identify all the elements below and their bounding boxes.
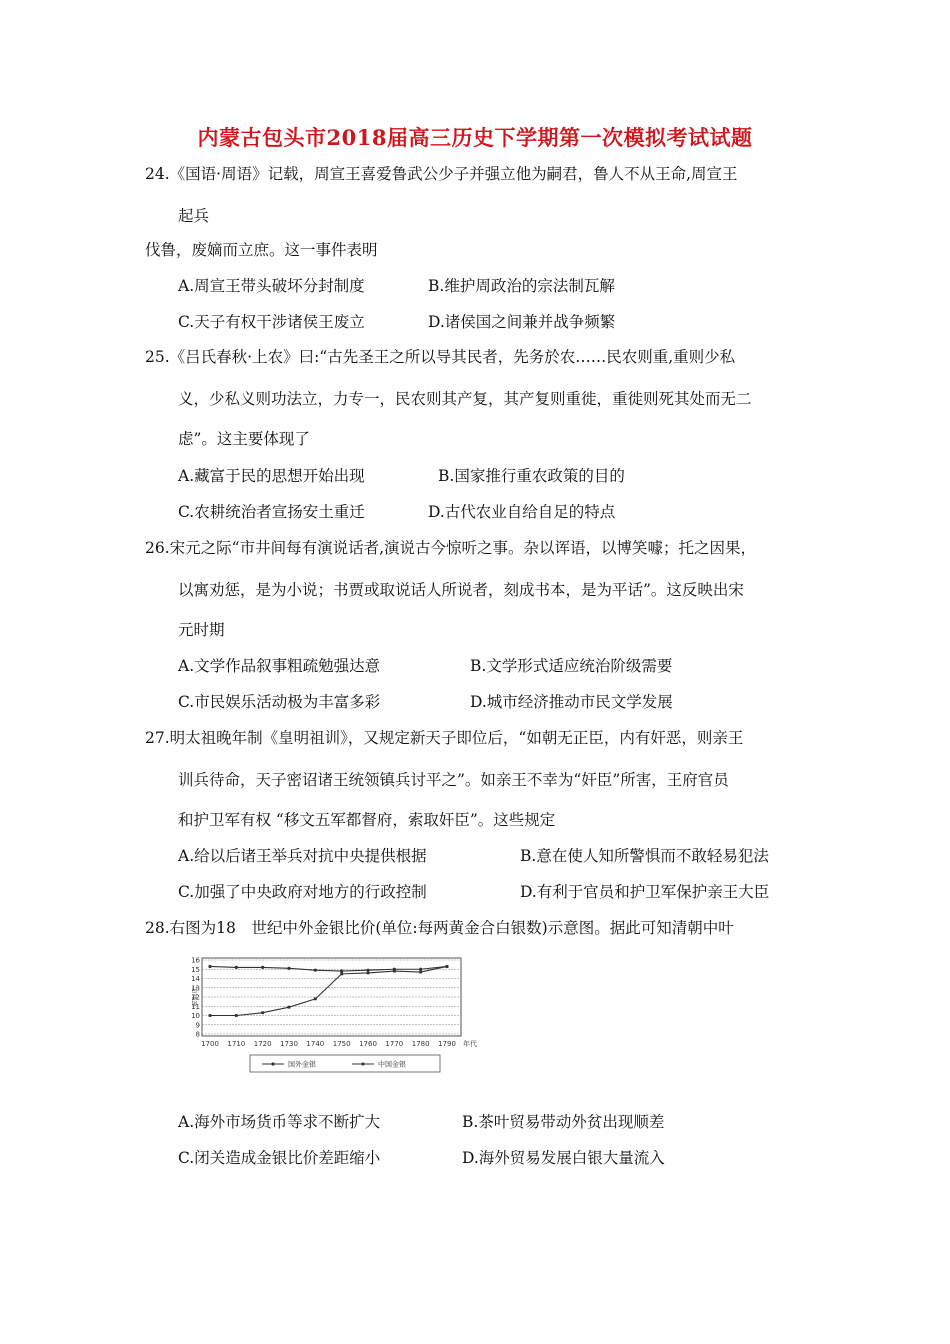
q25-stem-line-1: 25.《吕氏春秋·上农》曰:“古先圣王之所以导其民者，先务於农……民农则重,重则少私 <box>145 348 736 366</box>
gold-silver-ratio-chart <box>192 952 482 1084</box>
q27-option-a[interactable]: A.给以后诸王举兵对抗中央提供根据 <box>178 847 427 865</box>
legend-label: 国外金银 <box>288 1060 316 1069</box>
y-tick-label: 12 <box>192 993 200 1002</box>
series-1-point <box>367 972 370 975</box>
chart-legend <box>250 1055 440 1072</box>
q26-option-a[interactable]: A.文学作品叙事粗疏勉强达意 <box>178 657 381 675</box>
q24-stem-line-2: 起兵 <box>178 207 210 225</box>
q27-option-d[interactable]: D.有利于官员和护卫军保护亲王大臣 <box>520 883 770 901</box>
q26-stem-line-3: 元时期 <box>178 621 225 639</box>
q26-option-b[interactable]: B.文学形式适应统治阶级需要 <box>470 657 673 675</box>
y-tick-label: 13 <box>192 984 200 993</box>
y-tick-label: 9 <box>195 1021 200 1030</box>
x-tick-label: 1760 <box>359 1040 377 1048</box>
q26-stem-line-1: 26.宋元之际“市井间每有演说话者,演说古今惊听之事。杂以诨语，以博笑噱；托之因果， <box>145 539 757 557</box>
y-tick-label: 11 <box>192 1002 200 1011</box>
y-tick-label: 14 <box>192 975 200 983</box>
y-tick-label: 16 <box>192 956 200 965</box>
q27-option-c[interactable]: C.加强了中央政府对地方的行政控制 <box>178 883 427 901</box>
series-line-1 <box>210 966 447 1015</box>
x-tick-label: 1740 <box>306 1040 325 1048</box>
legend-swatch-marker <box>271 1062 274 1065</box>
series-1-point <box>261 1011 264 1014</box>
q25-option-c[interactable]: C.农耕统治者宣扬安土重迁 <box>178 503 365 521</box>
x-tick-label: 1720 <box>253 1040 272 1048</box>
x-tick-label: 1700 <box>201 1040 219 1048</box>
series-0-point <box>314 969 317 972</box>
q26-option-c[interactable]: C.市民娱乐活动极为丰富多彩 <box>178 693 381 711</box>
q25-option-b[interactable]: B.国家推行重农政策的目的 <box>438 467 625 485</box>
q24-option-b[interactable]: B.维护周政治的宗法制瓦解 <box>428 277 615 295</box>
x-tick-label: 1780 <box>411 1040 430 1048</box>
series-0-point <box>366 969 369 972</box>
q24-stem-line-3: 伐鲁，废嫡而立庶。这一事件表明 <box>145 241 378 259</box>
y-tick-label: 8 <box>195 1030 200 1039</box>
q24-option-d[interactable]: D.诸侯国之间兼并战争频繁 <box>428 313 616 331</box>
y-tick-label: 15 <box>192 965 200 974</box>
q28-stem-line-1: 28.右图为18 世纪中外金银比价(单位:每两黄金合白银数)示意图。据此可知清朝中叶 <box>145 919 734 937</box>
x-tick-label: 1770 <box>385 1040 404 1048</box>
q27-stem-line-1: 27.明太祖晚年制《皇明祖训》，又规定新天子即位后，“如朝无正臣，内有奸恶，则亲王 <box>145 729 744 747</box>
q28-option-a[interactable]: A.海外市场货币等求不断扩大 <box>178 1113 381 1131</box>
legend-label: 中国金银 <box>378 1060 406 1069</box>
q28-option-c[interactable]: C.闭关造成金银比价差距缩小 <box>178 1149 381 1167</box>
series-0-point <box>235 966 238 969</box>
y-axis-label: 金银比 <box>192 986 198 1008</box>
series-1-point <box>393 970 396 973</box>
x-tick-label: 1750 <box>332 1040 351 1048</box>
q25-option-d[interactable]: D.古代农业自给自足的特点 <box>428 503 616 521</box>
q25-stem-line-3: 虑”。这主要体现了 <box>178 430 310 448</box>
q28-option-b[interactable]: B.茶叶贸易带动外贫出现顺差 <box>462 1113 665 1131</box>
q24-option-c[interactable]: C.天子有权干涉诸侯王废立 <box>178 313 365 331</box>
q25-option-a[interactable]: A.藏富于民的思想开始出现 <box>178 467 365 485</box>
legend-swatch-marker <box>362 1063 365 1066</box>
series-1-point <box>288 1006 291 1009</box>
series-0-point <box>208 965 211 968</box>
q27-stem-line-3: 和护卫军有权 “移文五军都督府，索取奸臣”。这些规定 <box>178 811 556 829</box>
series-1-point <box>209 1014 212 1017</box>
q26-stem-line-2: 以寓劝惩，是为小说；书贾或取说话人所说者，刻成书本，是为平话”。这反映出宋 <box>178 581 744 599</box>
series-0-point <box>340 970 343 973</box>
page-title: 内蒙古包头市2018届高三历史下学期第一次模拟考试试题 <box>197 125 753 150</box>
series-0-point <box>419 968 422 971</box>
q26-option-d[interactable]: D.城市经济推动市民文学发展 <box>470 693 673 711</box>
series-1-point <box>419 971 422 974</box>
series-1-point <box>340 972 343 975</box>
q24-stem-line-1: 24.《国语·周语》记载，周宣王喜爱鲁武公少子并强立他为嗣君，鲁人不从王命,周宣王 <box>145 165 738 183</box>
q24-option-a[interactable]: A.周宣王带头破坏分封制度 <box>178 277 365 295</box>
series-0-point <box>261 966 264 969</box>
q27-option-b[interactable]: B.意在使人知所警惧而不敢轻易犯法 <box>520 847 769 865</box>
q25-stem-line-2: 义，少私义则功法立，力专一，民农则其产复，其产复则重徙，重徙则死其处而无二 <box>178 390 752 408</box>
x-tick-label: 1710 <box>227 1040 246 1048</box>
series-1-point <box>446 965 449 968</box>
q28-option-d[interactable]: D.海外贸易发展白银大量流入 <box>462 1149 665 1167</box>
series-1-point <box>235 1014 238 1017</box>
q27-stem-line-2: 训兵待命，天子密诏诸王统领镇兵讨平之”。如亲王不幸为“奸臣”所害，王府官员 <box>178 771 729 789</box>
x-axis-unit-label: 年代 <box>463 1040 477 1048</box>
x-tick-label: 1730 <box>280 1040 298 1048</box>
series-0-point <box>287 967 290 970</box>
chart-series <box>208 965 448 1017</box>
chart-svg <box>192 952 482 1084</box>
y-tick-label: 10 <box>192 1012 200 1020</box>
series-1-point <box>314 997 317 1000</box>
series-line-0 <box>210 966 447 971</box>
x-tick-label: 1790 <box>438 1040 456 1048</box>
